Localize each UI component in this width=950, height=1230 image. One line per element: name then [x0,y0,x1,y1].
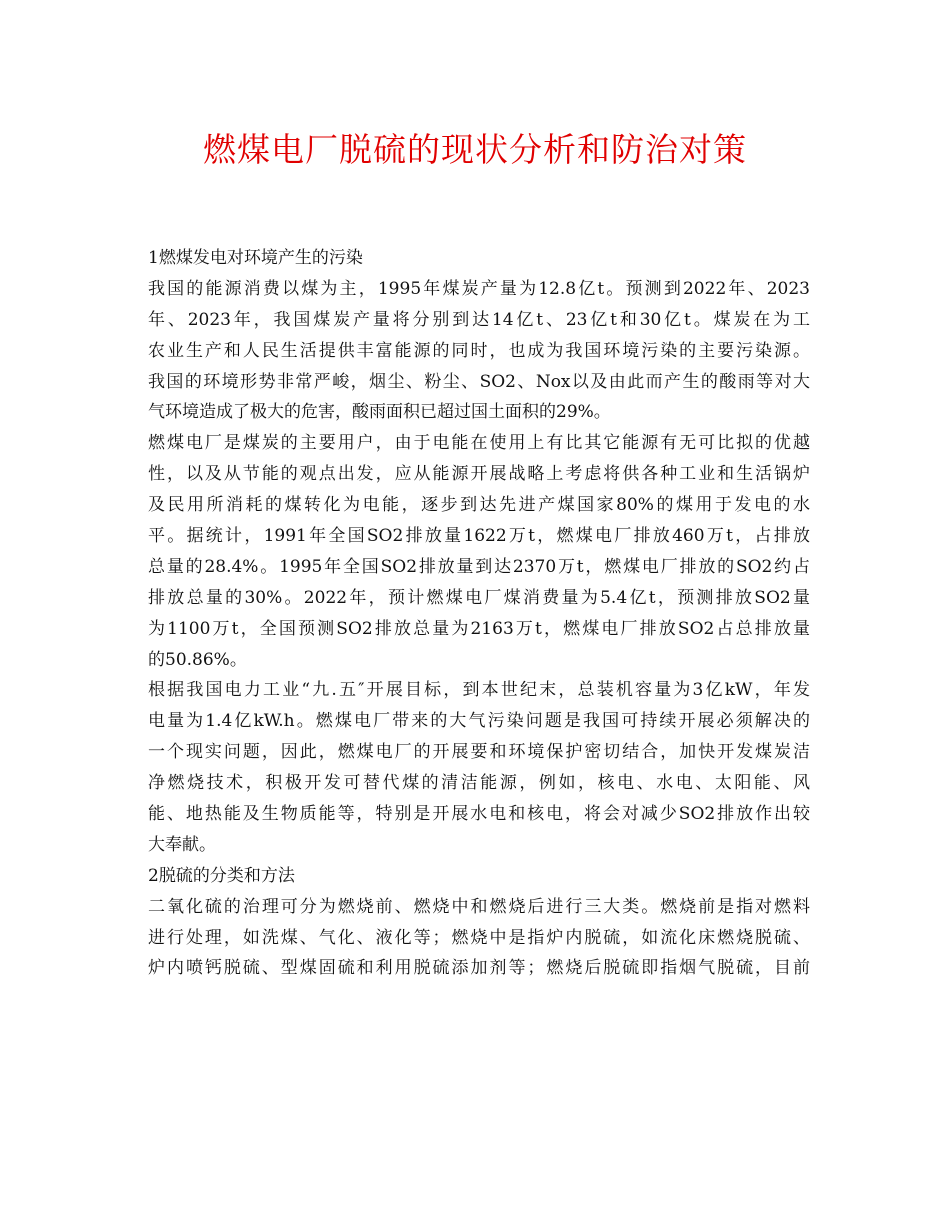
body-text-line: 我国的能源消费以煤为主，1995年煤炭产量为12.8亿t。预测到2022年、2023 [148,278,810,299]
body-text-line: 年、2023年，我国煤炭产量将分别到达14亿t、23亿t和30亿t。煤炭在为工 [148,309,810,330]
body-text-line: 炉内喷钙脱硫、型煤固硫和利用脱硫添加剂等；燃烧后脱硫即指烟气脱硫，目前 [148,958,810,979]
body-text-line: 根据我国电力工业“九.五″开展目标，到本世纪末，总装机容量为3亿kW，年发 [148,680,810,701]
document-title: 燃煤电厂脱硫的现状分析和防治对策 [203,130,747,169]
body-text-line: 我国的环境形势非常严峻，烟尘、粉尘、SO2、Nox以及由此而产生的酸雨等对大 [148,371,810,392]
body-text-line: 燃煤电厂是煤炭的主要用户，由于电能在使用上有比其它能源有无可比拟的优越 [148,433,810,454]
body-text-line: 1燃煤发电对环境产生的污染 [148,248,363,268]
body-text-line: 及民用所消耗的煤转化为电能，逐步到达先进产煤国家80%的煤用于发电的水 [148,495,810,516]
body-text-line: 能、地热能及生物质能等，特别是开展水电和核电，将会对减少SO2排放作出较 [148,804,810,825]
body-text-line: 大奉献。 [148,834,216,855]
body-text-line: 进行处理，如洗煤、气化、液化等；燃烧中是指炉内脱硫，如流化床燃烧脱硫、 [148,927,810,948]
body-text-line: 平。据统计，1991年全国SO2排放量1622万t，燃煤电厂排放460万t，占排放 [148,526,810,547]
body-text-line: 净燃烧技术，积极开发可替代煤的清洁能源，例如，核电、水电、太阳能、风 [148,773,810,794]
document-body [148,243,810,984]
body-text-line: 为1100万t，全国预测SO2排放总量为2163万t，燃煤电厂排放SO2占总排放量 [148,618,810,639]
body-text-line: 性，以及从节能的观点出发，应从能源开展战略上考虑将供各种工业和生活锅炉 [148,464,810,485]
body-text-line: 气环境造成了极大的危害，酸雨面积已超过国土面积的29%。 [148,402,611,423]
body-text-line: 2脱硫的分类和方法 [148,865,295,886]
body-text-line: 电量为1.4亿kW.h。燃煤电厂带来的大气污染问题是我国可持续开展必须解决的 [148,711,810,732]
body-text-line: 总量的28.4%。1995年全国SO2排放量到达2370万t，燃煤电厂排放的SO2约占 [148,556,810,577]
body-text-line: 二氧化硫的治理可分为燃烧前、燃烧中和燃烧后进行三大类。燃烧前是指对燃料 [148,896,810,917]
body-text-line: 农业生产和人民生活提供丰富能源的同时，也成为我国环境污染的主要污染源。 [148,340,810,361]
body-text-line: 的50.86%。 [148,649,247,670]
body-text-line: 排放总量的30%。2022年，预计燃煤电厂煤消费量为5.4亿t，预测排放SO2量 [148,587,810,608]
body-text-line: 一个现实问题，因此，燃煤电厂的开展要和环境保护密切结合，加快开发煤炭洁 [148,742,810,763]
